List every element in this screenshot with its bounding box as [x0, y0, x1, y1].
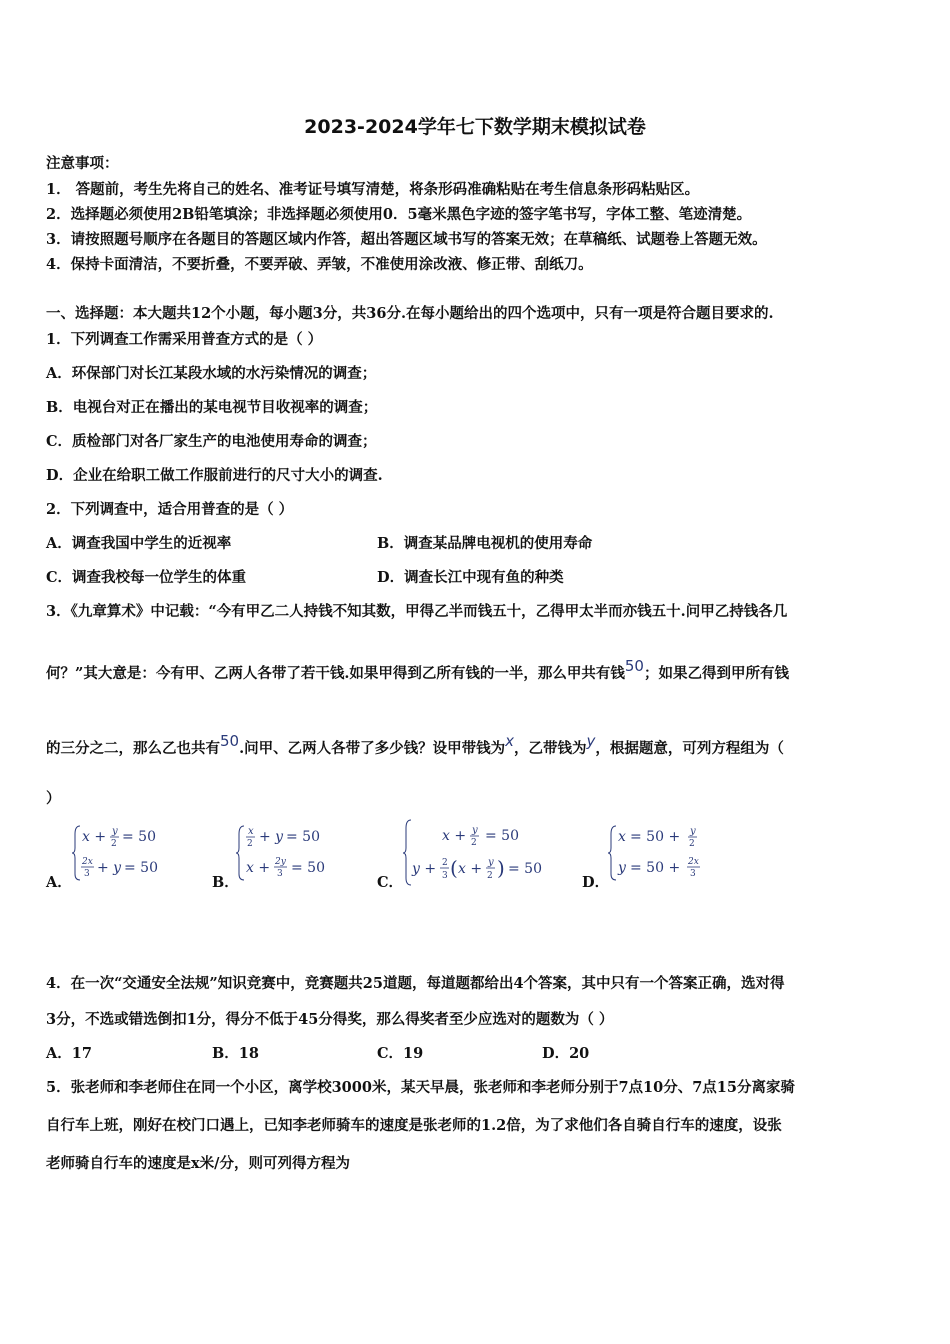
svg-text:x +: x +	[442, 828, 467, 844]
equation-system-c	[402, 818, 552, 888]
svg-text:3: 3	[690, 869, 696, 879]
question-3-option-d-label: D．	[582, 874, 610, 891]
question-1-option-d: D．企业在给职工做工作服前进行的尺寸大小的调查.	[46, 467, 383, 484]
svg-text:x: x	[248, 826, 254, 837]
svg-text:x +: x +	[246, 860, 271, 876]
question-3-line-4: ）	[46, 790, 61, 807]
equation-system-b	[236, 822, 336, 884]
svg-text:y: y	[618, 860, 626, 876]
svg-text:2: 2	[487, 871, 493, 881]
q3-text: .问甲、乙两人各带了多少钱？设甲带钱为	[239, 740, 506, 757]
question-4-option-c: C．19	[377, 1045, 424, 1062]
question-1-option-a: A．环保部门对长江某段水域的水污染情况的调查；	[46, 365, 377, 382]
question-2-stem: 2．下列调查中，适合用普查的是（ ）	[46, 501, 294, 518]
question-1-option-b: B．电视台对正在播出的某电视节目收视率的调查；	[46, 399, 378, 416]
question-2-option-b: B．调查某品牌电视机的使用寿命	[377, 535, 593, 552]
svg-text:y +: y +	[412, 861, 437, 877]
question-2-option-a: A．调查我国中学生的近视率	[46, 535, 232, 552]
q3-text: ；如果乙得到甲所有钱	[643, 665, 789, 682]
number-50: 50	[220, 732, 240, 750]
notice-item: 3．请按照题号顺序在各题目的答题区域内作答，超出答题区域书写的答案无效；在草稿纸、试题卷上答题无效。	[46, 231, 767, 248]
svg-text:y: y	[690, 826, 696, 837]
svg-text:2: 2	[689, 839, 695, 849]
notice-heading: 注意事项：	[46, 155, 119, 172]
question-2-option-c: C．调查我校每一位学生的体重	[46, 569, 247, 586]
q3-text: ，根据题意，可列方程组为（	[595, 740, 784, 757]
svg-text:y: y	[472, 825, 478, 836]
svg-text:= 50: = 50	[485, 828, 519, 844]
svg-text:+ y: + y	[97, 860, 122, 876]
section-heading: 一、选择题：本大题共12个小题，每小题3分，共36分.在每小题给出的四个选项中，只有一项是符合题目要求的.	[46, 305, 774, 322]
svg-text:= 50: = 50	[291, 860, 325, 876]
question-5-line-2: 自行车上班，刚好在校门口遇上，已知李老师骑车的速度是张老师的1.2倍，为了求他们各自骑自行车的速度，设张	[46, 1117, 782, 1134]
notice-item: 1． 答题前，考生先将自己的姓名、准考证号填写清楚，将条形码准确粘贴在考生信息条形码粘贴区。	[46, 181, 700, 198]
question-4-line-1: 4．在一次“交通安全法规”知识竞赛中，竞赛题共25道题，每道题都给出4个答案，其中只有一个答案正确，选对得	[46, 975, 785, 992]
question-4-option-d: D．20	[542, 1045, 590, 1062]
svg-text:2x: 2x	[82, 857, 93, 867]
svg-text:= 50 +: = 50 +	[630, 860, 681, 876]
svg-text:y: y	[112, 826, 118, 837]
question-1-stem: 1．下列调查工作需采用普查方式的是（ ）	[46, 331, 323, 348]
equation-system-d	[608, 822, 708, 884]
question-4-option-b: B．18	[212, 1045, 259, 1062]
question-3-line-3	[46, 732, 784, 758]
variable-x: x	[505, 732, 515, 750]
svg-text:= 50: = 50	[122, 829, 156, 845]
svg-text:x: x	[618, 829, 626, 845]
svg-text:3: 3	[277, 869, 283, 879]
svg-text:3: 3	[442, 871, 448, 881]
svg-text:= 50 +: = 50 +	[630, 829, 681, 845]
svg-text:= 50: = 50	[124, 860, 158, 876]
svg-text:2: 2	[442, 858, 448, 868]
svg-text:x +: x +	[458, 861, 483, 877]
question-4-line-2: 3分，不选或错选倒扣1分，得分不低于45分得奖，那么得奖者至少应选对的题数为（ ）	[46, 1011, 614, 1028]
svg-text:y: y	[488, 857, 494, 868]
question-3-line-2	[46, 657, 789, 683]
question-2-option-d: D．调查长江中现有鱼的种类	[377, 569, 564, 586]
svg-text:2: 2	[247, 839, 253, 849]
page-title: 2023-2024学年七下数学期末模拟试卷	[304, 116, 646, 138]
svg-text:= 50: = 50	[508, 861, 542, 877]
question-3-option-a-label: A．	[46, 874, 72, 891]
svg-text:3: 3	[84, 869, 90, 879]
question-5-line-1: 5．张老师和李老师住在同一个小区，离学校3000米，某天早晨，张老师和李老师分别于7点10分、7点15分离家骑	[46, 1079, 795, 1096]
notice-item: 2．选择题必须使用2B铅笔填涂；非选择题必须使用0．5毫米黑色字迹的签字笔书写，字体工整、笔迹清楚。	[46, 206, 752, 223]
svg-text:2: 2	[471, 838, 477, 848]
number-50: 50	[624, 657, 644, 675]
q3-text: ，乙带钱为	[514, 740, 587, 757]
q3-text: 的三分之二，那么乙也共有	[46, 740, 220, 757]
svg-text:x +: x +	[82, 829, 107, 845]
question-1-option-c: C．质检部门对各厂家生产的电池使用寿命的调查；	[46, 433, 377, 450]
svg-text:): )	[497, 856, 505, 880]
question-3-option-c-label: C．	[377, 874, 404, 891]
svg-text:= 50: = 50	[286, 829, 320, 845]
question-3-option-b-label: B．	[212, 874, 239, 891]
question-3-line-1: 3．《九章算术》中记载：“今有甲乙二人持钱不知其数，甲得乙半而钱五十，乙得甲太半而亦钱五十.问甲乙持钱各几	[46, 603, 788, 620]
question-5-line-3: 老师骑自行车的速度是x米/分，则可列得方程为	[46, 1155, 350, 1172]
equation-system-a	[72, 822, 172, 884]
variable-y: y	[586, 732, 596, 750]
question-4-option-a: A．17	[46, 1045, 92, 1062]
svg-text:+ y: + y	[259, 829, 284, 845]
svg-text:2x: 2x	[688, 857, 699, 867]
q3-text: 何？”其大意是：今有甲、乙两人各带了若干钱.如果甲得到乙所有钱的一半，那么甲共有钱	[46, 665, 625, 682]
svg-text:2y: 2y	[275, 857, 286, 867]
svg-text:(: (	[450, 856, 458, 880]
notice-item: 4．保持卡面清洁，不要折叠，不要弄破、弄皱，不准使用涂改液、修正带、刮纸刀。	[46, 256, 593, 273]
svg-text:2: 2	[111, 839, 117, 849]
